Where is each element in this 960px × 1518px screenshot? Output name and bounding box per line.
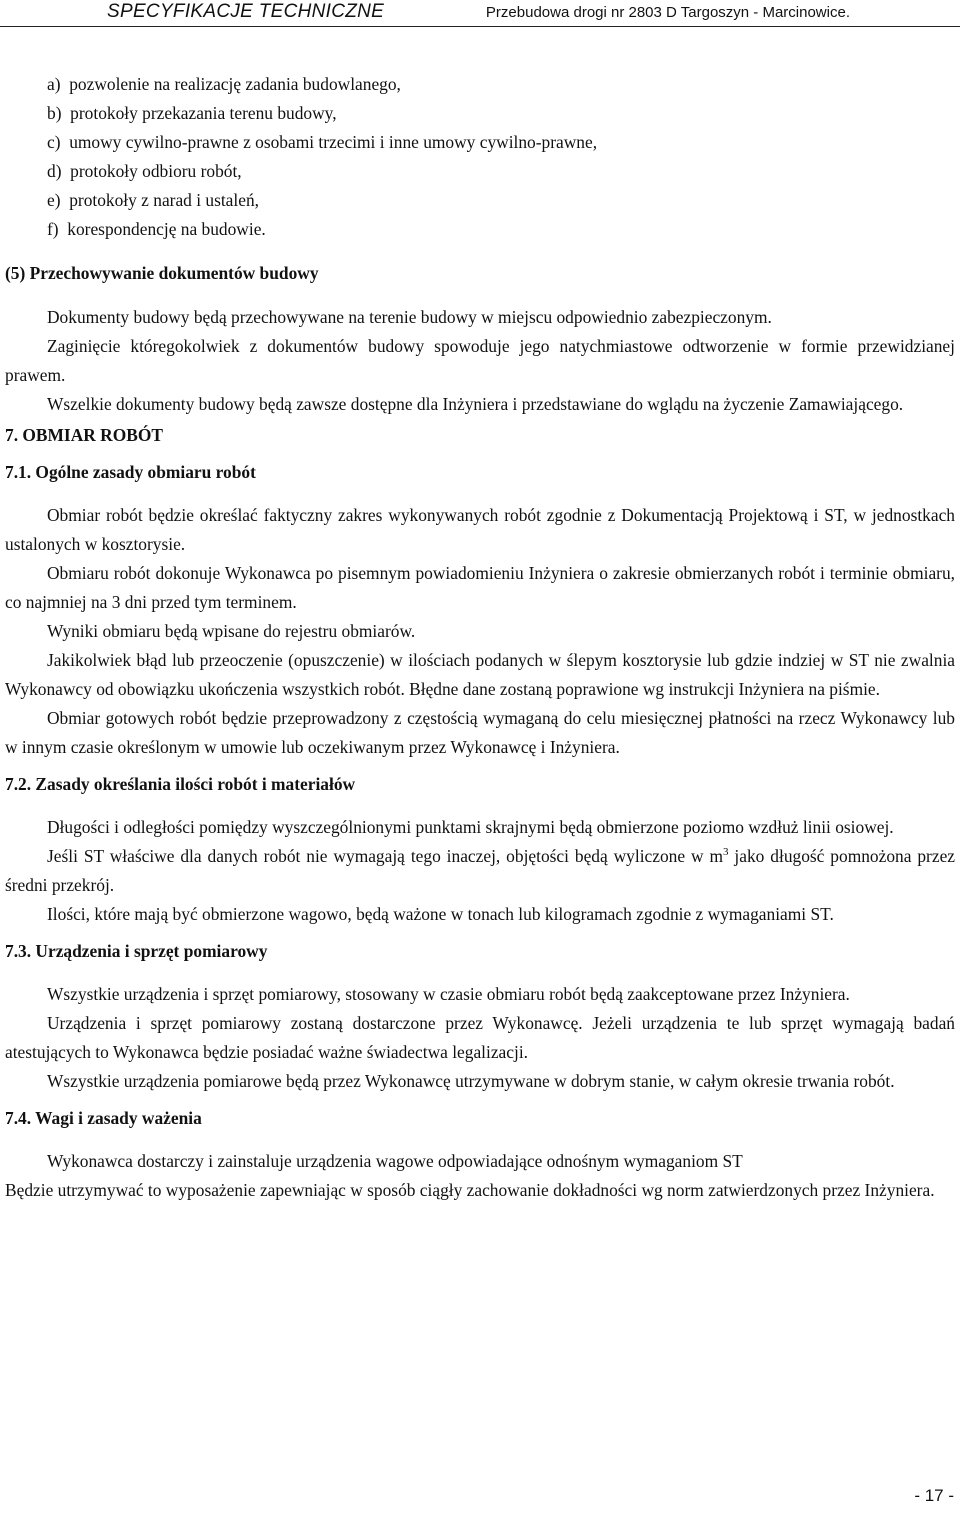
paragraph: Długości i odległości pomiędzy wyszczególnionymi punktami skrajnymi będą obmierzone poziomo wzdłuż linii osiowej.: [47, 817, 894, 837]
section-7-3-heading: 7.3. Urządzenia i sprzęt pomiarowy: [5, 941, 268, 961]
list-item: b) protokoły przekazania terenu budowy,: [47, 103, 337, 123]
header-project: Przebudowa drogi nr 2803 D Targoszyn - Marcinowice.: [485, 4, 850, 21]
paragraph-text: jako długość pomnożona przez średni przekrój.: [5, 846, 956, 895]
paragraph: Wykonawca dostarczy i zainstaluje urządzenia wagowe odpowiadające odnośnym wymaganiom ST: [47, 1151, 743, 1171]
paragraph: Wszelkie dokumenty budowy będą zawsze dostępne dla Inżyniera i przedstawiane do wglądu na życzenie Zamawiającego.: [47, 394, 904, 414]
paragraph: Obmiar robót będzie określać faktyczny zakres wykonywanych robót zgodnie z Dokumentacją Projektową i ST, w jednostkach ustalonych w kosztorysie.: [5, 505, 955, 554]
paragraph: Ilości, które mają być obmierzone wagowo, będą ważone w tonach lub kilogramach zgodnie z wymaganiami ST.: [47, 904, 834, 924]
section-7-heading: 7. OBMIAR ROBÓT: [5, 425, 163, 445]
paragraph: Wyniki obmiaru będą wpisane do rejestru obmiarów.: [47, 621, 416, 641]
section-7-1-heading: 7.1. Ogólne zasady obmiaru robót: [5, 462, 256, 482]
paragraph: Urządzenia i sprzęt pomiarowy zostaną dostarczone przez Wykonawcę. Jeżeli urządzenia te lub sprzęt wymagają badań atestujących to Wykonawca będzie posiadać ważne świadectwa legalizacji.: [5, 1013, 955, 1062]
paragraph: Dokumenty budowy będą przechowywane na terenie budowy w miejscu odpowiednio zabezpieczonym.: [47, 307, 772, 327]
list-item: a) pozwolenie na realizację zadania budowlanego,: [47, 74, 401, 94]
paragraph: Będzie utrzymywać to wyposażenie zapewniając w sposób ciągły zachowanie dokładności wg norm zatwierdzonych przez Inżyniera.: [5, 1180, 935, 1200]
list-item: d) protokoły odbioru robót,: [47, 161, 242, 181]
superscript: 3: [723, 846, 729, 858]
document-list: [5, 70, 955, 244]
paragraph: Jakikolwiek błąd lub przeoczenie (opuszczenie) w ilościach podanych w ślepym kosztorysie lub gdzie indziej w ST nie zwalnia Wykonawcy od obowiązku ukończenia wszystkich robót. Błędne dane zostaną poprawione wg instrukcji Inżyniera na piśmie.: [5, 650, 955, 699]
list-item: f) korespondencję na budowie.: [47, 219, 266, 239]
section-7-2-heading: 7.2. Zasady określania ilości robót i materiałów: [5, 774, 356, 794]
page-number: - 17 -: [914, 1486, 954, 1505]
paragraph-text: Jeśli ST właściwe dla danych robót nie wymagają tego inaczej, objętości będą wyliczone w m: [47, 846, 724, 866]
paragraph-volume: [5, 842, 955, 900]
paragraph: Obmiaru robót dokonuje Wykonawca po pisemnym powiadomieniu Inżyniera o zakresie obmierzanych robót i terminie obmiaru, co najmniej na 3 dni przed tym terminem.: [5, 563, 955, 612]
header-title: SPECYFIKACJE TECHNICZNE: [107, 1, 385, 22]
paragraph: Wszystkie urządzenia i sprzęt pomiarowy, stosowany w czasie obmiaru robót będą zaakceptowane przez Inżyniera.: [47, 984, 850, 1004]
paragraph: Obmiar gotowych robót będzie przeprowadzony z częstością wymaganą do celu miesięcznej płatności na rzecz Wykonawcy lub w innym czasie określonym w umowie lub oczekiwanym przez Wykonawcę i Inżyniera.: [5, 708, 955, 757]
page-header: [0, 0, 960, 27]
list-item: e) protokoły z narad i ustaleń,: [47, 190, 259, 210]
list-item: c) umowy cywilno-prawne z osobami trzecimi i inne umowy cywilno-prawne,: [47, 132, 598, 152]
section-5-heading: (5) Przechowywanie dokumentów budowy: [5, 263, 319, 283]
section-7-4-heading: 7.4. Wagi i zasady ważenia: [5, 1108, 202, 1128]
paragraph: Zaginięcie któregokolwiek z dokumentów budowy spowoduje jego natychmiastowe odtworzenie w formie przewidzianej prawem.: [5, 336, 955, 385]
document-body: [5, 70, 955, 1205]
paragraph: Wszystkie urządzenia pomiarowe będą przez Wykonawcę utrzymywane w dobrym stanie, w całym okresie trwania robót.: [47, 1071, 895, 1091]
